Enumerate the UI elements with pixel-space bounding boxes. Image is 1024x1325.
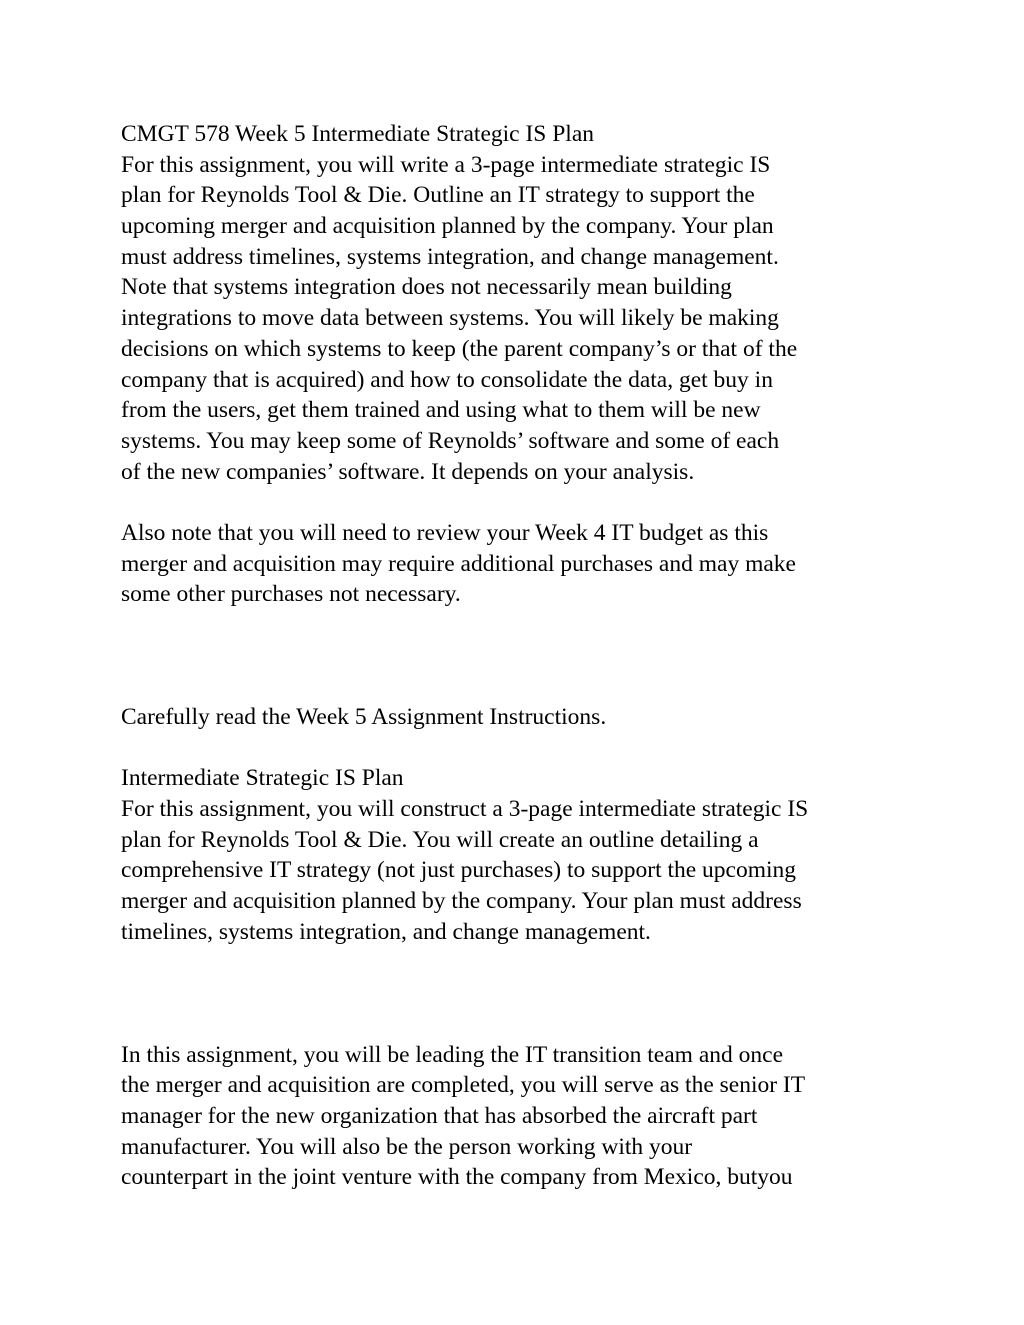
text-line: For this assignment, you will construct a 3-page intermediate strategic IS: [121, 796, 809, 823]
text-line: systems. You may keep some of Reynolds’ software and some of each: [121, 427, 780, 454]
text-line: plan for Reynolds Tool & Die. Outline an IT strategy to support the: [121, 182, 755, 209]
paragraph-intermediate-plan: [121, 763, 921, 947]
text-line: manager for the new organization that has absorbed the aircraft part: [121, 1102, 758, 1129]
paragraph-spacer: [121, 487, 921, 518]
text-line: upcoming merger and acquisition planned by the company. Your plan: [121, 213, 774, 240]
text-line: some other purchases not necessary.: [121, 581, 461, 608]
document-page: [121, 119, 921, 1193]
text-line: integrations to move data between systems. You will likely be making: [121, 305, 779, 332]
text-line: For this assignment, you will write a 3-page intermediate strategic IS: [121, 151, 771, 178]
paragraph-read-instructions: [121, 702, 921, 733]
text-line: of the new companies’ software. It depends on your analysis.: [121, 458, 695, 485]
text-line: manufacturer. You will also be the person working with your: [121, 1133, 693, 1160]
text-line: company that is acquired) and how to consolidate the data, get buy in: [121, 366, 773, 393]
text-line: Also note that you will need to review your Week 4 IT budget as this: [121, 519, 769, 546]
paragraph-spacer: [121, 733, 921, 764]
text-line: must address timelines, systems integration, and change management.: [121, 243, 779, 270]
paragraph-spacer: [121, 610, 921, 702]
text-line: Note that systems integration does not necessarily mean building: [121, 274, 732, 301]
paragraph-spacer: [121, 948, 921, 1040]
text-line: timelines, systems integration, and change management.: [121, 918, 651, 945]
paragraph-assignment-overview: [121, 119, 921, 487]
text-line: Carefully read the Week 5 Assignment Instructions.: [121, 704, 607, 730]
text-line: counterpart in the joint venture with the company from Mexico, butyou: [121, 1164, 793, 1191]
document-title: CMGT 578 Week 5 Intermediate Strategic IS Plan: [121, 121, 595, 147]
text-line: In this assignment, you will be leading the IT transition team and once: [121, 1041, 783, 1068]
paragraph-it-transition: [121, 1040, 921, 1193]
text-line: the merger and acquisition are completed, you will serve as the senior IT: [121, 1072, 806, 1099]
text-line: comprehensive IT strategy (not just purchases) to support the upcoming: [121, 857, 797, 884]
paragraph-budget-note: [121, 518, 921, 610]
text-line: decisions on which systems to keep (the parent company’s or that of the: [121, 335, 798, 362]
text-line: from the users, get them trained and using what to them will be new: [121, 397, 761, 424]
text-line: merger and acquisition planned by the company. Your plan must address: [121, 888, 802, 915]
text-line: merger and acquisition may require additional purchases and may make: [121, 550, 796, 577]
section-heading: Intermediate Strategic IS Plan: [121, 765, 404, 792]
text-line: plan for Reynolds Tool & Die. You will create an outline detailing a: [121, 826, 759, 853]
